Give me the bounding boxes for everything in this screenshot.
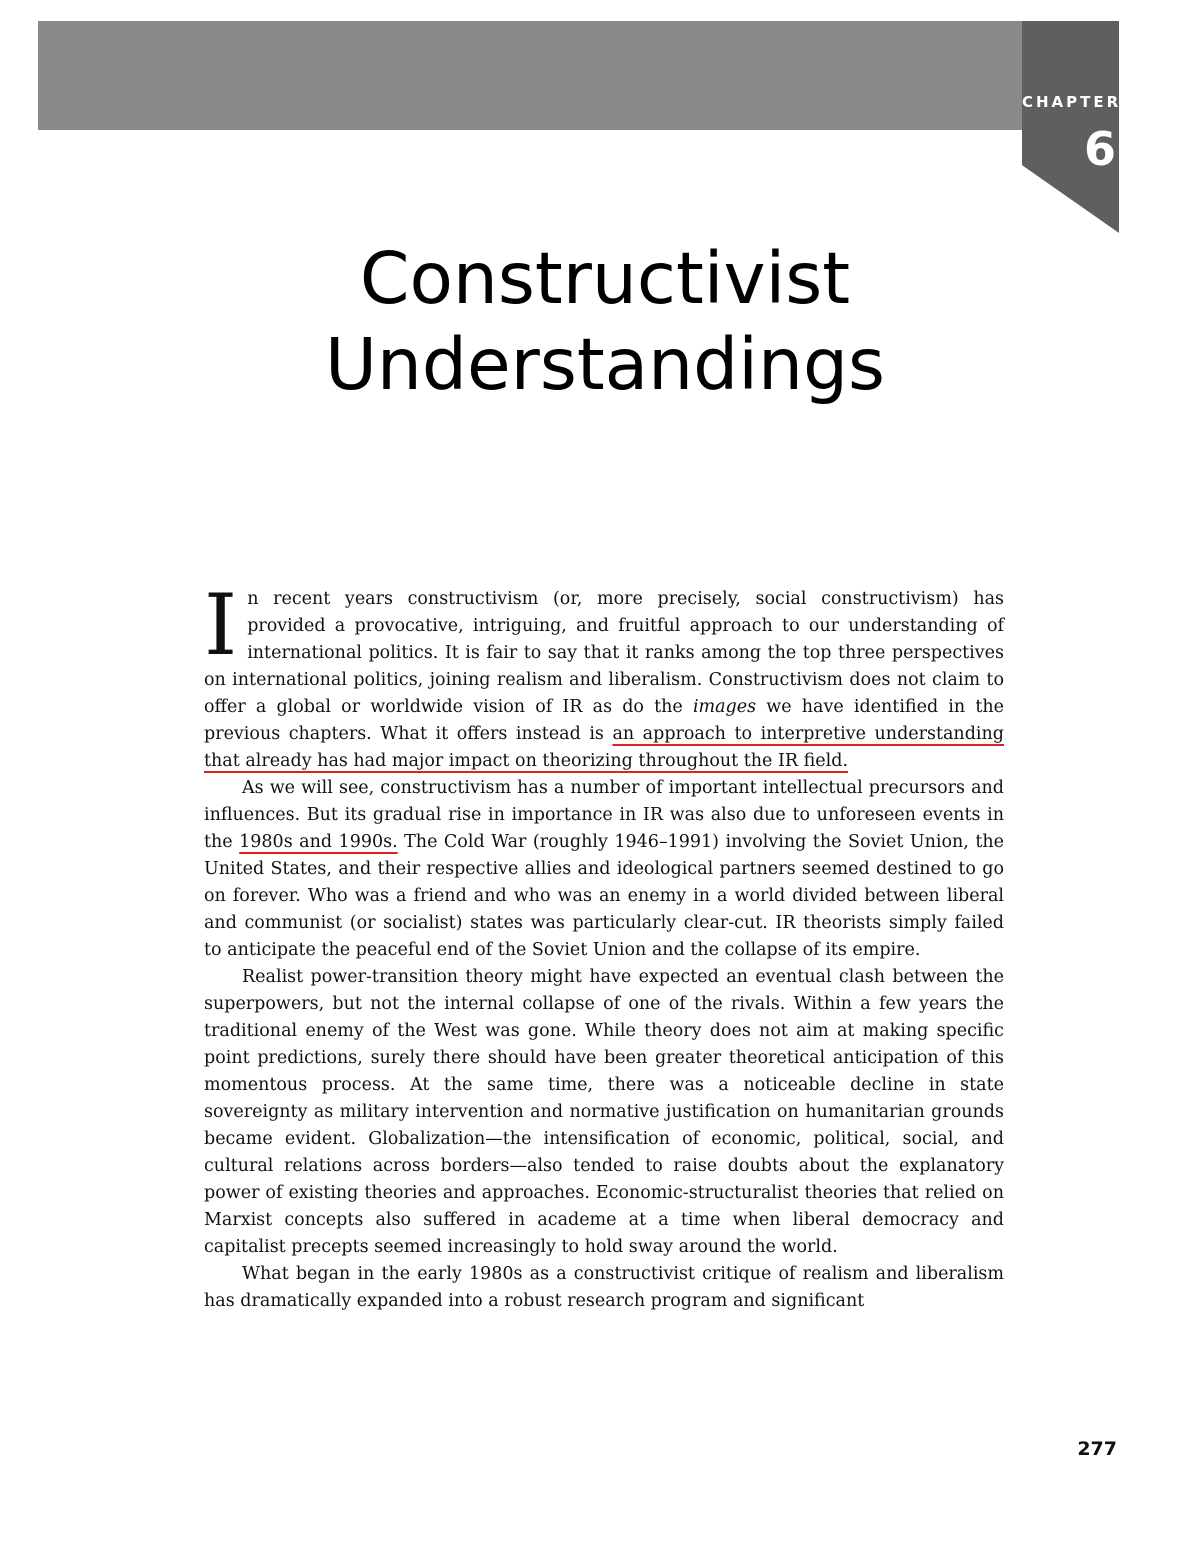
page-number: 277 — [1077, 1438, 1117, 1460]
paragraph-1 — [204, 576, 1004, 775]
paragraph-2-text-a: As we will see, constructivism has a number of important intellectual precursors and influences. But its gradual rise in importance in IR was also due to unforeseen events in the — [204, 778, 1004, 852]
body-text — [204, 576, 1004, 1315]
highlight-underline-1: an approach to interpretive understanding that already has had major impact on theorizing throughout the IR field. — [204, 724, 1004, 771]
paragraph-2 — [204, 775, 1004, 964]
chapter-title — [200, 236, 1010, 408]
chapter-label: CHAPTER — [1022, 93, 1122, 111]
drop-cap: I — [204, 576, 238, 674]
paragraph-1-text-b: we have identified in the previous chapters. What it offers instead is — [204, 697, 1004, 744]
paragraph-1-text-a: n recent years constructivism (or, more precisely, social constructivism) has provided a provocative, intriguing, and fruitful approach to our understanding of international politics. It is fair to say that it ranks among the top three perspectives on international politics, joining realism and liberalism. Constructivism does not claim to offer a global or worldwide vision of IR as do the — [204, 589, 1004, 717]
chapter-title-line-2: Understandings — [324, 323, 886, 406]
paragraph-2-text-b: The Cold War (roughly 1946–1991) involving the Soviet Union, the United States, and their respective allies and ideological partners seemed destined to go on forever. Who was a friend and who was an enemy in a world divided between liberal and communist (or socialist) states was particularly clear-cut. IR theorists simply failed to anticipate the peaceful end of the Soviet Union and the collapse of its empire. — [204, 832, 1004, 960]
chapter-number: 6 — [1083, 122, 1116, 176]
paragraph-1-emphasis: images — [692, 697, 757, 717]
paragraph-3: Realist power-transition theory might have expected an eventual clash between the superpowers, but not the internal collapse of one of the rivals. Within a few years the traditional enemy of the West was gone. While theory does not aim at making specific point predictions, surely there should have been greater theoretical anticipation of this momentous process. At the same time, there was a noticeable decline in state sovereignty as military intervention and normative justification on humanitarian grounds became evident. Globalization—the intensification of economic, political, social, and cultural relations across borders—also tended to raise doubts about the explanatory power of existing theories and approaches. Economic-structuralist theories that relied on Marxist concepts also suffered in academe at a time when liberal democracy and capitalist precepts seemed increasingly to hold sway around the world. — [204, 967, 1004, 1257]
chapter-title-line-1: Constructivist — [359, 237, 851, 320]
highlight-underline-2: 1980s and 1990s. — [239, 832, 398, 852]
paragraph-4: What began in the early 1980s as a constructivist critique of realism and liberalism has dramatically expanded into a robust research program and significant — [204, 1264, 1004, 1311]
header-band — [38, 21, 1122, 130]
